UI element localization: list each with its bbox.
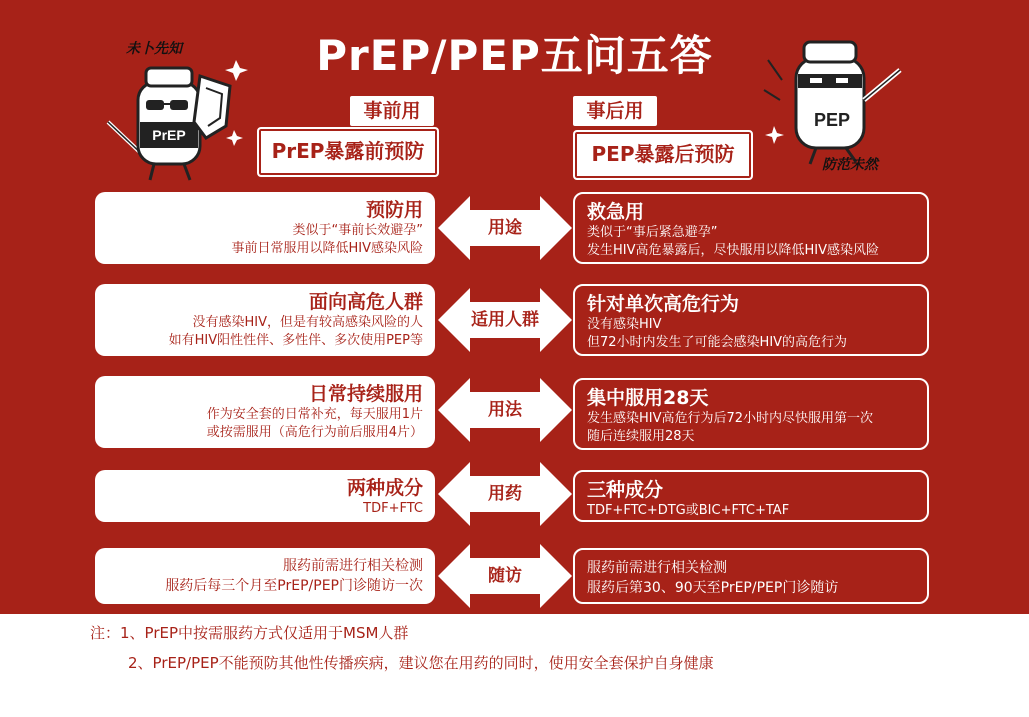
card-line: 服药后每三个月至PrEP/PEP门诊随访一次 (165, 578, 423, 594)
pep-heading: PEP暴露后预防 (573, 130, 753, 180)
prep-card-drugs (95, 470, 435, 522)
prep-card-purpose (95, 192, 435, 264)
pep-card-population (573, 284, 929, 356)
prep-mascot (96, 30, 256, 190)
card-heading: 面向高危人群 (308, 291, 423, 313)
card-line: 发生HIV高危暴露后，尽快服用以降低HIV感染风险 (587, 243, 880, 258)
pep-tag: 事后用 (573, 96, 657, 126)
card-line: 服药后第30、90天至PrEP/PEP门诊随访 (587, 580, 839, 596)
row-label: 用途 (488, 218, 522, 238)
card-line: 事前日常服用以降低HIV感染风险 (231, 241, 423, 256)
card-heading: 集中服用28天 (587, 387, 709, 409)
card-line: 或按需服用（高危行为前后服用4片） (206, 425, 423, 440)
prep-card-followup (95, 548, 435, 604)
card-line: TDF+FTC (363, 501, 423, 516)
card-heading: 针对单次高危行为 (587, 293, 740, 315)
pep-card-usage (573, 378, 929, 450)
pep-card-purpose (573, 192, 929, 264)
card-heading: 预防用 (365, 199, 423, 221)
row-arrow-followup (438, 544, 572, 608)
row-arrow-population (438, 288, 572, 352)
card-line: 没有感染HIV (587, 317, 662, 332)
pep-card-followup (573, 548, 929, 604)
card-line: 如有HIV阳性性伴、多性伴、多次使用PEP等 (168, 333, 423, 348)
page-title: PrEP/PEP五问五答 (316, 31, 713, 80)
prep-card-usage (95, 376, 435, 448)
card-line: 但72小时内发生了可能会感染HIV的高危行为 (587, 335, 848, 350)
card-heading: 日常持续服用 (308, 383, 423, 405)
footnote-1: 注：1、PrEP中按需服药方式仅适用于MSM人群 (90, 624, 409, 642)
prep-heading: PrEP暴露前预防 (257, 127, 439, 177)
card-line: 没有感染HIV，但是有较高感染风险的人 (192, 315, 423, 330)
row-arrow-purpose (438, 196, 572, 260)
card-heading: 三种成分 (587, 479, 664, 501)
footnote-2: 2、PrEP/PEP不能预防其他性传播疾病，建议您在用药的同时，使用安全套保护自身健康 (128, 654, 714, 672)
pill-bottle-mascot-with-mask-icon (760, 30, 935, 170)
prep-card-population (95, 284, 435, 356)
row-arrow-usage (438, 378, 572, 442)
card-line: 服药前需进行相关检测 (283, 558, 423, 574)
footnotes (0, 614, 1029, 717)
prep-mascot-caption: 未卜先知 (126, 41, 182, 57)
row-label: 用法 (488, 400, 522, 420)
pep-mascot-caption: 防范未然 (822, 157, 878, 173)
pep-mascot (760, 30, 935, 190)
row-label: 随访 (488, 566, 522, 586)
card-line: 类似于“事后紧急避孕” (587, 225, 718, 240)
card-line: 类似于“事前长效避孕” (292, 223, 423, 238)
card-line: 服药前需进行相关检测 (587, 560, 727, 576)
card-line: 随后连续服用28天 (587, 429, 695, 444)
card-line: TDF+FTC+DTG或BIC+FTC+TAF (587, 503, 790, 518)
card-heading: 两种成分 (346, 477, 423, 499)
row-label: 适用人群 (471, 310, 539, 330)
prep-tag: 事前用 (350, 96, 434, 126)
card-heading: 救急用 (587, 201, 645, 223)
pep-card-drugs (573, 470, 929, 522)
row-arrow-drugs (438, 462, 572, 526)
row-label: 用药 (488, 484, 522, 504)
card-line: 发生感染HIV高危行为后72小时内尽快服用第一次 (587, 411, 874, 426)
prep-mascot-label: PrEP (152, 127, 186, 143)
pep-mascot-label: PEP (813, 110, 851, 130)
card-line: 作为安全套的日常补充，每天服用1片 (206, 407, 423, 422)
